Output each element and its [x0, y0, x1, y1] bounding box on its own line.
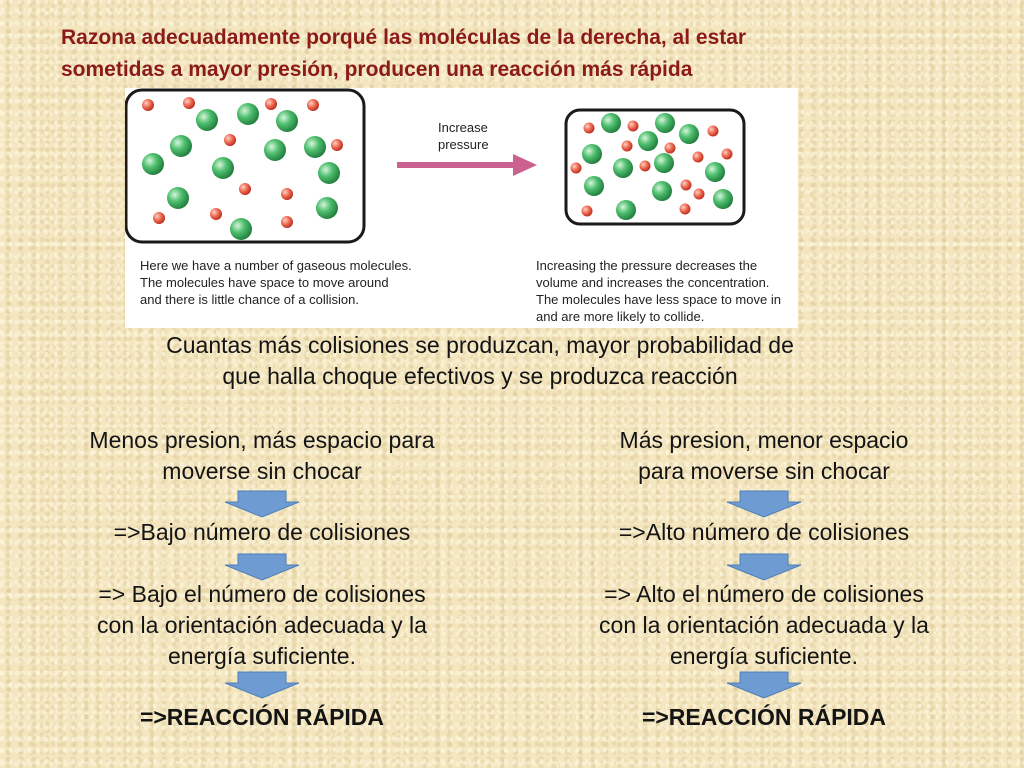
right-caption: Increasing the pressure decreases the volume and increases the concentration. The molecules have less space to move in and are more likely to collide. [536, 258, 781, 324]
left-step-low-collisions: =>Bajo número de colisiones [113, 519, 411, 545]
left-caption: Here we have a number of gaseous molecules. The molecules have space to move around and there is little chance of a collision. [140, 258, 412, 307]
left-premise: Menos presion, más espacio para moverse sin chocar [89, 427, 435, 484]
pressure-diagram [125, 88, 798, 328]
down-arrow-icon [725, 671, 803, 699]
slide-title: Razona adecuadamente porqué las moléculas de la derecha, al estar sometidas a mayor presión, producen una reacción más rápida [61, 26, 747, 81]
left-result: =>REACCIÓN RÁPIDA [139, 704, 385, 730]
increase-pressure-label: Increase pressure [438, 120, 489, 152]
down-arrow-icon [725, 553, 803, 581]
right-premise: Más presion, menor espacio para moverse sin chocar [619, 427, 909, 484]
increase-pressure-arrow [397, 154, 537, 176]
down-arrow-icon [223, 490, 301, 518]
down-arrow-icon [223, 671, 301, 699]
right-step-effective-collisions: => Alto el número de colisiones con la orientación adecuada y la energía suficiente. [599, 581, 929, 669]
right-result: =>REACCIÓN RÁPIDA [641, 704, 887, 730]
down-arrow-icon [223, 553, 301, 581]
down-arrow-icon [725, 490, 803, 518]
left-step-effective-collisions: => Bajo el número de colisiones con la orientación adecuada y la energía suficiente. [97, 581, 427, 669]
summary-text: Cuantas más colisiones se produzcan, mayor probabilidad de que halla choque efectivos y se produzca reacción [166, 332, 794, 389]
right-step-high-collisions: =>Alto número de colisiones [618, 519, 910, 545]
